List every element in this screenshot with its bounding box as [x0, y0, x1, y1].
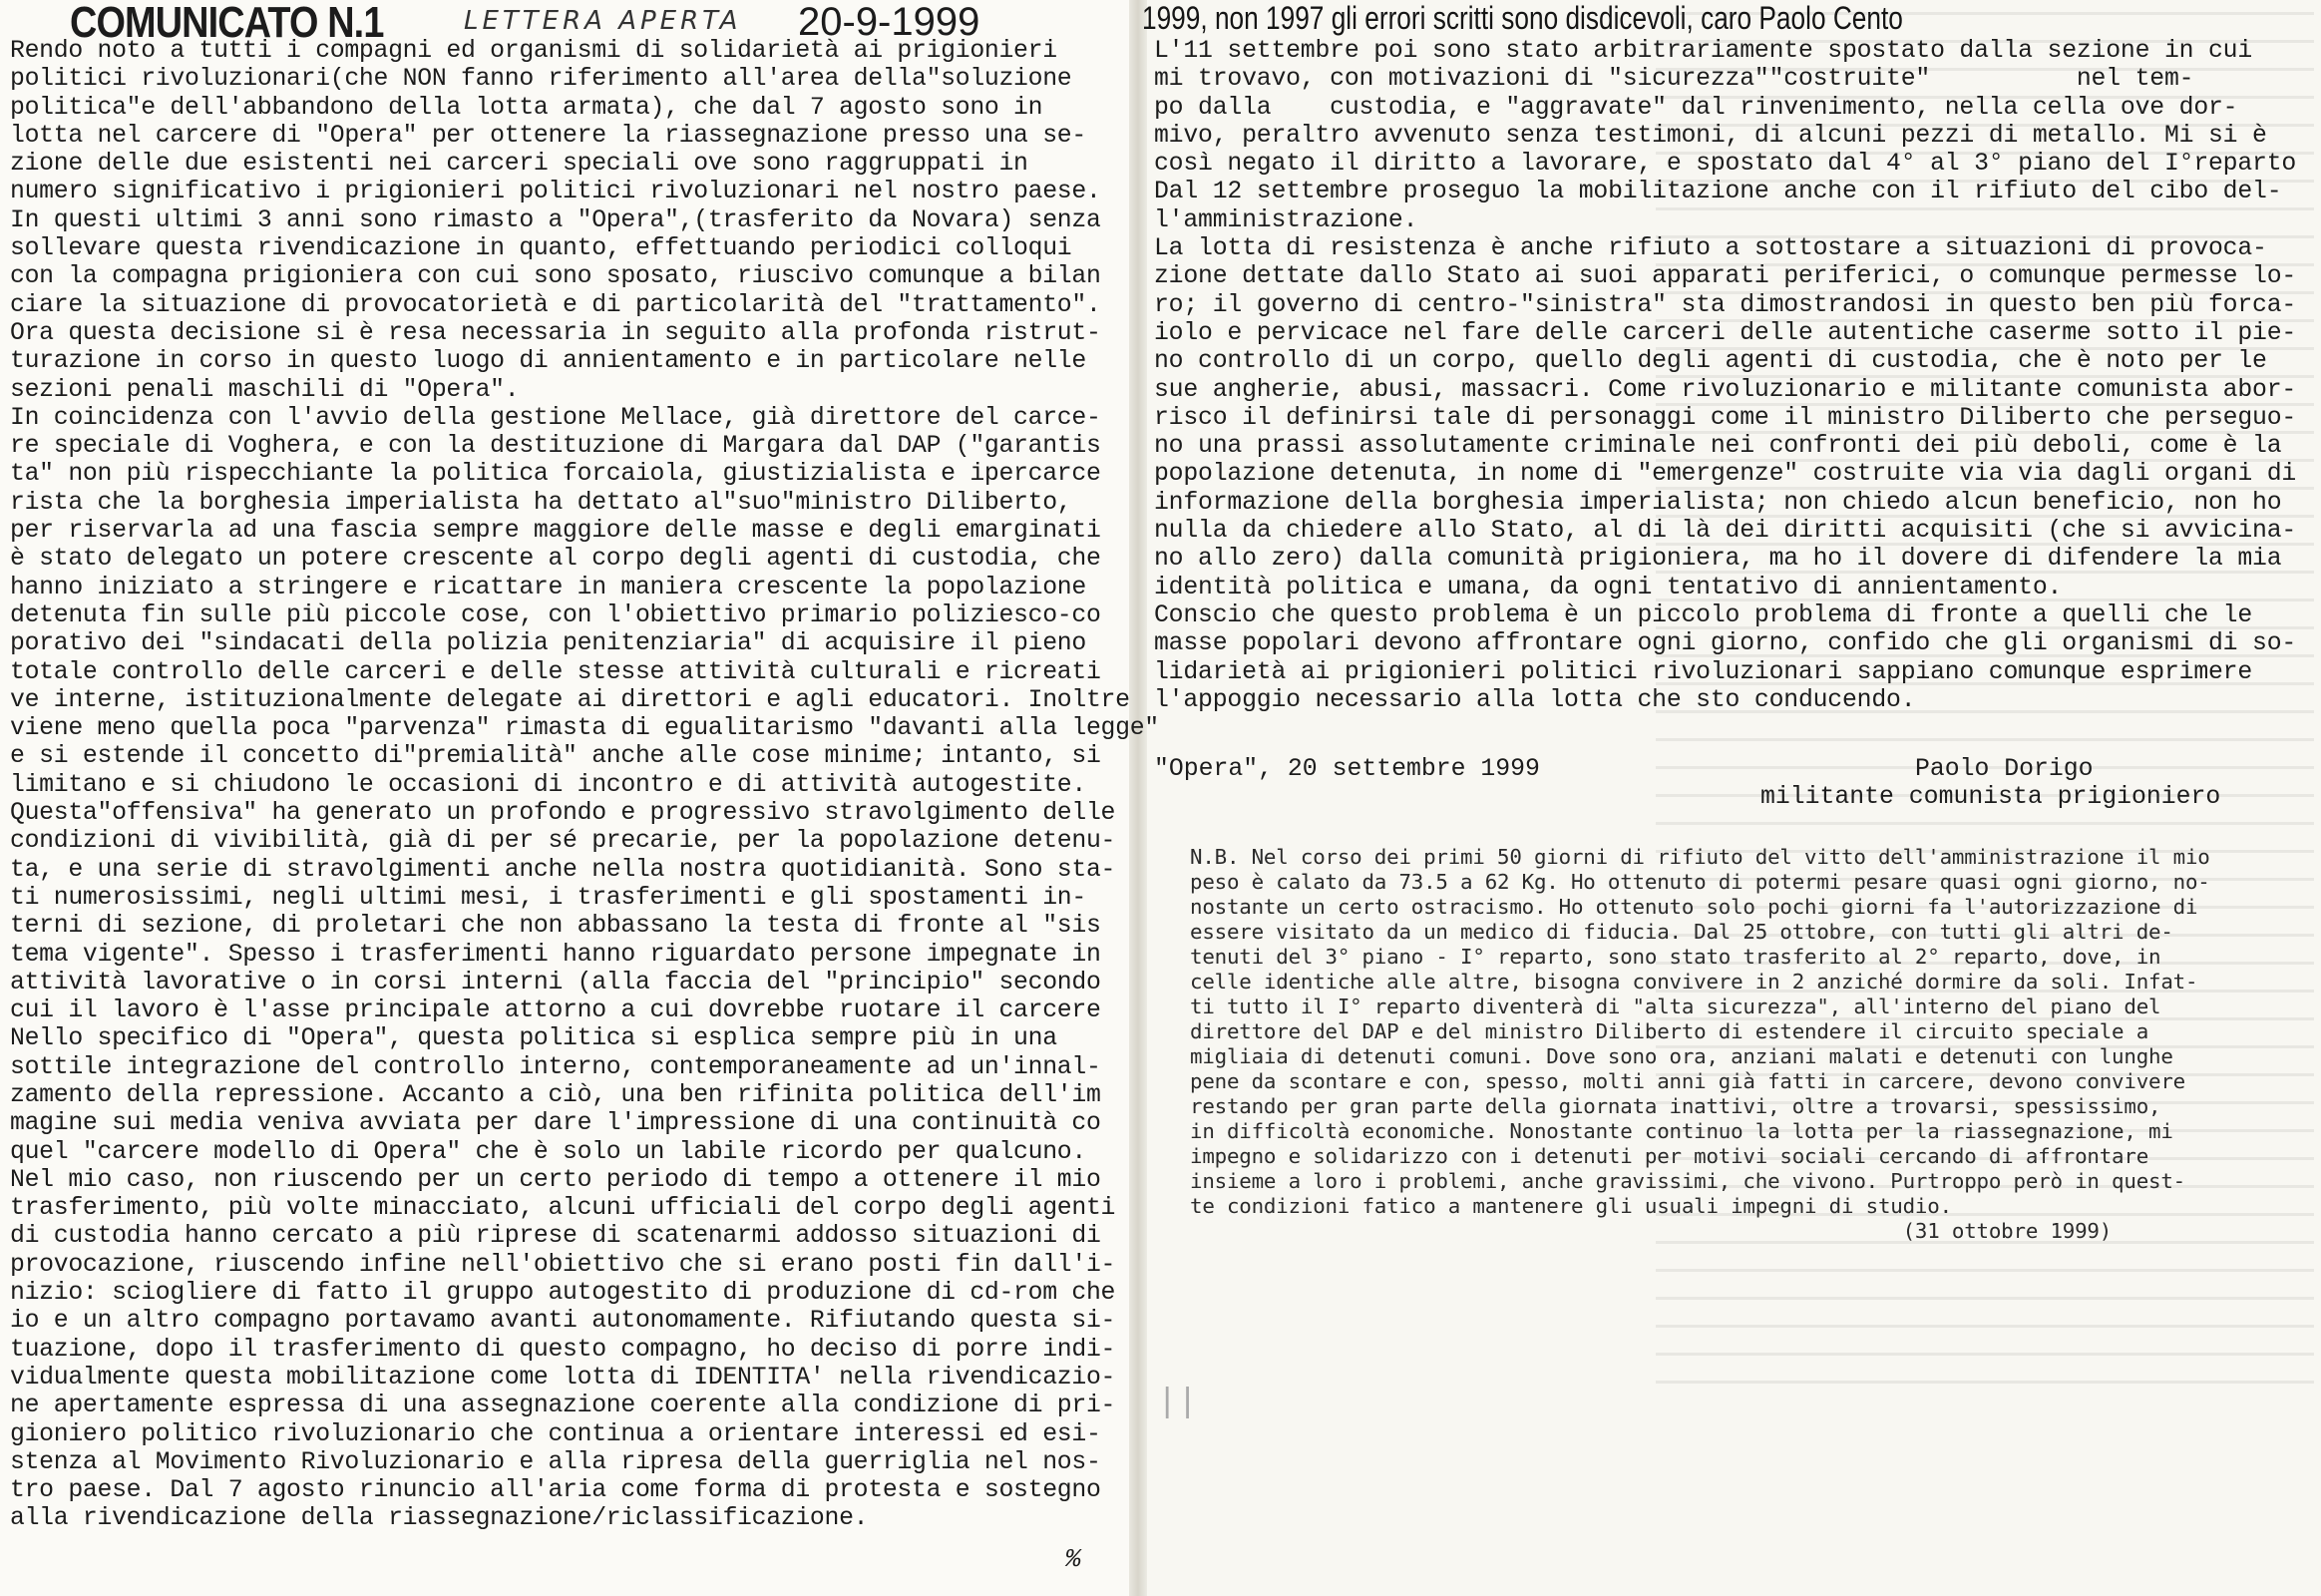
text-line: no allo zero) dalla comunità prigioniera, ma ho il dovere di difendere la mia	[1154, 545, 2282, 574]
text-line: nostante un certo ostracismo. Ho ottenuto solo pochi giorni fa l'autorizzazione di	[1190, 895, 2198, 919]
text-line: In coincidenza con l'avvio della gestione Mellace, già direttore del carce-	[10, 403, 1101, 432]
text-line: no una prassi assolutamente criminale nei confronti dei più deboli, come è la	[1154, 432, 2282, 461]
text-line: risco il definirsi tale di personaggi come il ministro Diliberto che perseguo-	[1154, 403, 2297, 432]
text-line: mivo, peraltro avvenuto senza testimoni, di alcuni pezzi di metallo. Mi si è	[1154, 121, 2267, 150]
text-line: e si estende il concetto di"premialità" anche alle cose minime; intanto, si	[10, 742, 1101, 771]
text-line: l'appoggio necessario alla lotta che sto conducendo.	[1154, 685, 1916, 714]
text-line: Nello specifico di "Opera", questa politica si esplica sempre più in una	[10, 1024, 1057, 1053]
text-line: Dal 12 settembre proseguo la mobilitazione anche con il rifiuto del cibo del-	[1154, 178, 2282, 206]
text-line: Nel mio caso, non riuscendo per un certo periodo di tempo a ottenere il mio	[10, 1165, 1101, 1194]
text-line: turazione in corso in questo luogo di annientamento e in particolare nelle	[10, 347, 1086, 376]
text-line: così negato il diritto a lavorare, e spostato dal 4° al 3° piano del I°reparto	[1154, 150, 2297, 179]
text-line: magine sui media veniva avviata per dare l'impressione di una continuità co	[10, 1109, 1101, 1138]
text-line: ti tutto il I° reparto diventerà di "alta sicurezza", all'interno del piano del	[1190, 995, 2161, 1018]
text-line: restando per gran parte della giornata inattivi, oltre a trovarsi, spessissimo,	[1190, 1094, 2161, 1118]
text-line: io e un altro compagno portavamo avanti autonomamente. Rifiutando questa si-	[10, 1307, 1116, 1336]
text-line: tenuti del 3° piano - I° reparto, sono stato trasferito al 2° reparto, dove, in	[1190, 945, 2161, 969]
text-line: terni di sezione, di proletari che non abbassano la testa di fronte al "sis	[10, 912, 1101, 941]
text-line: in difficoltà economiche. Nonostante continuo la lotta per la riassegnazione, mi	[1190, 1119, 2173, 1143]
text-line: trasferimento, più volte minacciato, alcuni ufficiali del corpo degli agenti	[10, 1194, 1116, 1223]
text-line: sottile integrazione del controllo interno, contemporaneamente ad un'innal-	[10, 1052, 1101, 1081]
text-line: viene meno quella poca "parvenza" rimasta di egualitarismo "davanti alla legge"	[10, 714, 1159, 743]
text-line: zione dettate dallo Stato ai suoi apparati periferici, o comunque permesse lo-	[1154, 262, 2297, 291]
text-line: condizioni di vivibilità, già di per sé precarie, per la popolazione detenu-	[10, 827, 1116, 856]
signature-place-date: "Opera", 20 settembre 1999	[1154, 755, 1540, 783]
text-line: ro; il governo di centro-"sinistra" sta dimostrandosi in questo ben più forca-	[1154, 290, 2297, 319]
nb-note	[1190, 845, 2210, 1244]
text-line: detenuta fin sulle più piccole cose, con l'obiettivo primario poliziesco-co	[10, 600, 1101, 629]
text-line: identità politica e umana, da ogni tentativo di annientamento.	[1154, 573, 2063, 601]
text-line: cui il lavoro è l'asse principale attorno a cui dovrebbe ruotare il carcere	[10, 997, 1101, 1025]
text-line: quel "carcere modello di Opera" che è solo un labile ricordo per qualcuno.	[10, 1137, 1086, 1166]
text-line: In questi ultimi 3 anni sono rimasto a "Opera",(trasferito da Novara) senza	[10, 205, 1101, 234]
text-line: informazione della borghesia imperialista; non chiedo alcun beneficio, non ho	[1154, 488, 2282, 517]
text-line: per riservarla ad una fascia sempre maggiore delle masse e degli emarginati	[10, 517, 1101, 546]
text-line: vidualmente questa mobilitazione come lotta di IDENTITA' nella rivendicazio-	[10, 1363, 1116, 1392]
text-line: L'11 settembre poi sono stato arbitrariamente spostato dalla sezione in cui	[1154, 37, 2253, 65]
text-line: limitano e si chiudono le occasioni di incontro e di attività autogestite.	[10, 770, 1086, 799]
text-line: Questa"offensiva" ha generato un profondo e progressivo stravolgimento delle	[10, 799, 1116, 828]
text-line: numero significativo i prigionieri politici rivoluzionari nel nostro paese.	[10, 178, 1101, 206]
text-line: provocazione, riuscendo infine nell'obiettivo che si erano posti fin dall'i-	[10, 1250, 1116, 1279]
left-text-column	[10, 37, 1159, 1533]
text-line: lidarietà ai prigionieri politici rivoluzionari sappiano comunque esprimere	[1154, 657, 2253, 686]
text-line: alla rivendicazione della riassegnazione/riclassificazione.	[10, 1504, 869, 1533]
continued-mark: %	[1065, 1544, 1081, 1574]
text-line: te condizioni fatico a mantenere gli usuali impegni di studio.	[1190, 1194, 1952, 1218]
text-line: mi trovavo, con motivazioni di "sicurezza""costruite" nel tem-	[1154, 65, 2194, 94]
text-line: Ora questa decisione si è resa necessaria in seguito alla profonda ristrut-	[10, 318, 1101, 347]
text-line: no controllo di un corpo, quello degli agenti di custodia, che è noto per le	[1154, 347, 2267, 376]
text-line: nulla da chiedere allo Stato, al di là dei diritti acquisiti (che si avvicina-	[1154, 517, 2297, 546]
text-line: politica"e dell'abbandono della lotta armata), che dal 7 agosto sono in	[10, 93, 1043, 122]
communique-date: 20-9-1999	[798, 0, 980, 44]
text-line: sezioni penali maschili di "Opera".	[10, 375, 520, 404]
text-line: ta" non più rispecchiante la politica forcaiola, giustizialista e ipercarce	[10, 460, 1101, 489]
text-line: ciare la situazione di provocatorietà e di particolarità del "trattamento".	[10, 290, 1101, 319]
text-line: tuazione, dopo il trasferimento di questo compagno, ho deciso di porre indi-	[10, 1335, 1116, 1364]
text-line: rista che la borghesia imperialista ha dettato al"suo"ministro Diliberto,	[10, 488, 1072, 517]
text-line: po dalla custodia, e "aggravate" dal rinvenimento, nella cella ove dor-	[1154, 93, 2238, 122]
text-line: masse popolari devono affrontare ogni giorno, confido che gli organismi di so-	[1154, 629, 2297, 658]
text-line: ti numerosissimi, negli ultimi mesi, i trasferimenti e gli spostamenti in-	[10, 883, 1086, 912]
text-line: La lotta di resistenza è anche rifiuto a sottostare a situazioni di provoca-	[1154, 234, 2267, 263]
signature-role: militante comunista prigioniero	[1760, 783, 2221, 811]
text-line: totale controllo delle carceri e delle stesse attività culturali e ricreati	[10, 657, 1101, 686]
text-line: porativo dei "sindacati della polizia penitenziaria" di acquisire il pieno	[10, 629, 1086, 658]
text-line: attività lavorative o in corsi interni (alla faccia del "principio" secondo	[10, 968, 1101, 997]
text-line: nizio: sciogliere di fatto il gruppo autogestito di produzione di cd-rom che	[10, 1279, 1116, 1308]
text-line: tema vigente". Spesso i trasferimenti hanno riguardato persone impegnate in	[10, 940, 1101, 969]
text-line: politici rivoluzionari(che NON fanno riferimento all'area della"soluzione	[10, 65, 1072, 94]
margin-mark: ||	[1157, 1385, 1198, 1422]
text-line: celle identiche alle altre, bisogna convivere in 2 anziché dormire da soli. Infat-	[1190, 970, 2198, 994]
text-line: stenza al Movimento Rivoluzionario e alla ripresa della guerriglia nel nos-	[10, 1447, 1101, 1476]
communique-title: COMUNICATO N.1	[70, 0, 384, 47]
text-line: popolazione detenuta, in nome di "emergenze" costruite via via dagli organi di	[1154, 460, 2297, 489]
text-line: gioniero politico rivoluzionario che continua a orientare interessi ed esi-	[10, 1419, 1101, 1448]
text-line: sollevare questa rivendicazione in quanto, effettuando periodici colloqui	[10, 234, 1072, 263]
text-line: (31 ottobre 1999)	[1190, 1219, 2113, 1243]
text-line: N.B. Nel corso dei primi 50 giorni di rifiuto del vitto dell'amministrazione il mio	[1190, 845, 2210, 869]
text-line: Conscio che questo problema è un piccolo problema di fronte a quelli che le	[1154, 600, 2253, 629]
text-line: ne apertamente espressa di una assegnazione coerente alla condizione di pri-	[10, 1392, 1116, 1420]
text-line: tro paese. Dal 7 agosto rinuncio all'aria come forma di protesta e sostegno	[10, 1476, 1101, 1505]
text-line: lotta nel carcere di "Opera" per ottenere la riassegnazione presso una se-	[10, 121, 1086, 150]
text-line: pene da scontare e con, spesso, molti anni già fatti in carcere, devono convivere	[1190, 1069, 2185, 1093]
text-line: peso è calato da 73.5 a 62 Kg. Ho ottenuto di potermi pesare quasi ogni giorno, no-	[1190, 870, 2210, 894]
text-line: di custodia hanno cercato a più riprese di scatenarmi addosso situazioni di	[10, 1222, 1101, 1251]
text-line: insieme a loro i problemi, anche gravissimi, che vivono. Purtroppo però in quest-	[1190, 1169, 2185, 1193]
text-line: è stato delegato un potere crescente al corpo degli agenti di custodia, che	[10, 545, 1101, 574]
text-line: direttore del DAP e del ministro Diliberto di estendere il circuito speciale a	[1190, 1019, 2149, 1043]
signature-name: Paolo Dorigo	[1915, 755, 2094, 783]
text-line: impegno e solidarizzo con i detenuti per motivi sociali cercando di affrontare	[1190, 1144, 2149, 1168]
text-line: sue angherie, abusi, massacri. Come rivoluzionario e militante comunista abor-	[1154, 375, 2297, 404]
text-line: essere visitato da un medico di fiducia. Dal 25 ottobre, con tutti gli altri de-	[1190, 920, 2173, 944]
communique-subtitle: LETTERA APERTA	[464, 6, 742, 36]
text-line: hanno iniziato a stringere e ricattare in maniera crescente la popolazione	[10, 573, 1086, 601]
text-line: ta, e una serie di stravolgimenti anche nella nostra quotidianità. Sono sta-	[10, 855, 1116, 884]
text-line: Rendo noto a tutti i compagni ed organismi di solidarietà ai prigionieri	[10, 37, 1057, 65]
text-line: re speciale di Voghera, e con la destituzione di Margara dal DAP ("garantis	[10, 432, 1101, 461]
text-line: iolo e pervicace nel fare delle carceri delle autentiche caserme sotto il pie-	[1154, 318, 2297, 347]
text-line: zione delle due esistenti nei carceri speciali ove sono raggruppati in	[10, 150, 1028, 179]
right-text-column	[1154, 37, 2296, 714]
text-line: l'amministrazione.	[1154, 205, 1418, 234]
correction-header-note: 1999, non 1997 gli errori scritti sono disdicevoli, caro Paolo Cento	[1142, 0, 1903, 36]
text-line: zamento della repressione. Accanto a ciò, una ben rifinita politica dell'im	[10, 1080, 1101, 1109]
text-line: ve interne, istituzionalmente delegate ai direttori e agli educatori. Inoltre	[10, 685, 1130, 714]
text-line: migliaia di detenuti comuni. Dove sono ora, anziani malati e detenuti con lunghe	[1190, 1044, 2173, 1068]
text-line: con la compagna prigioniera con cui sono sposato, riuscivo comunque a bilan	[10, 262, 1101, 291]
